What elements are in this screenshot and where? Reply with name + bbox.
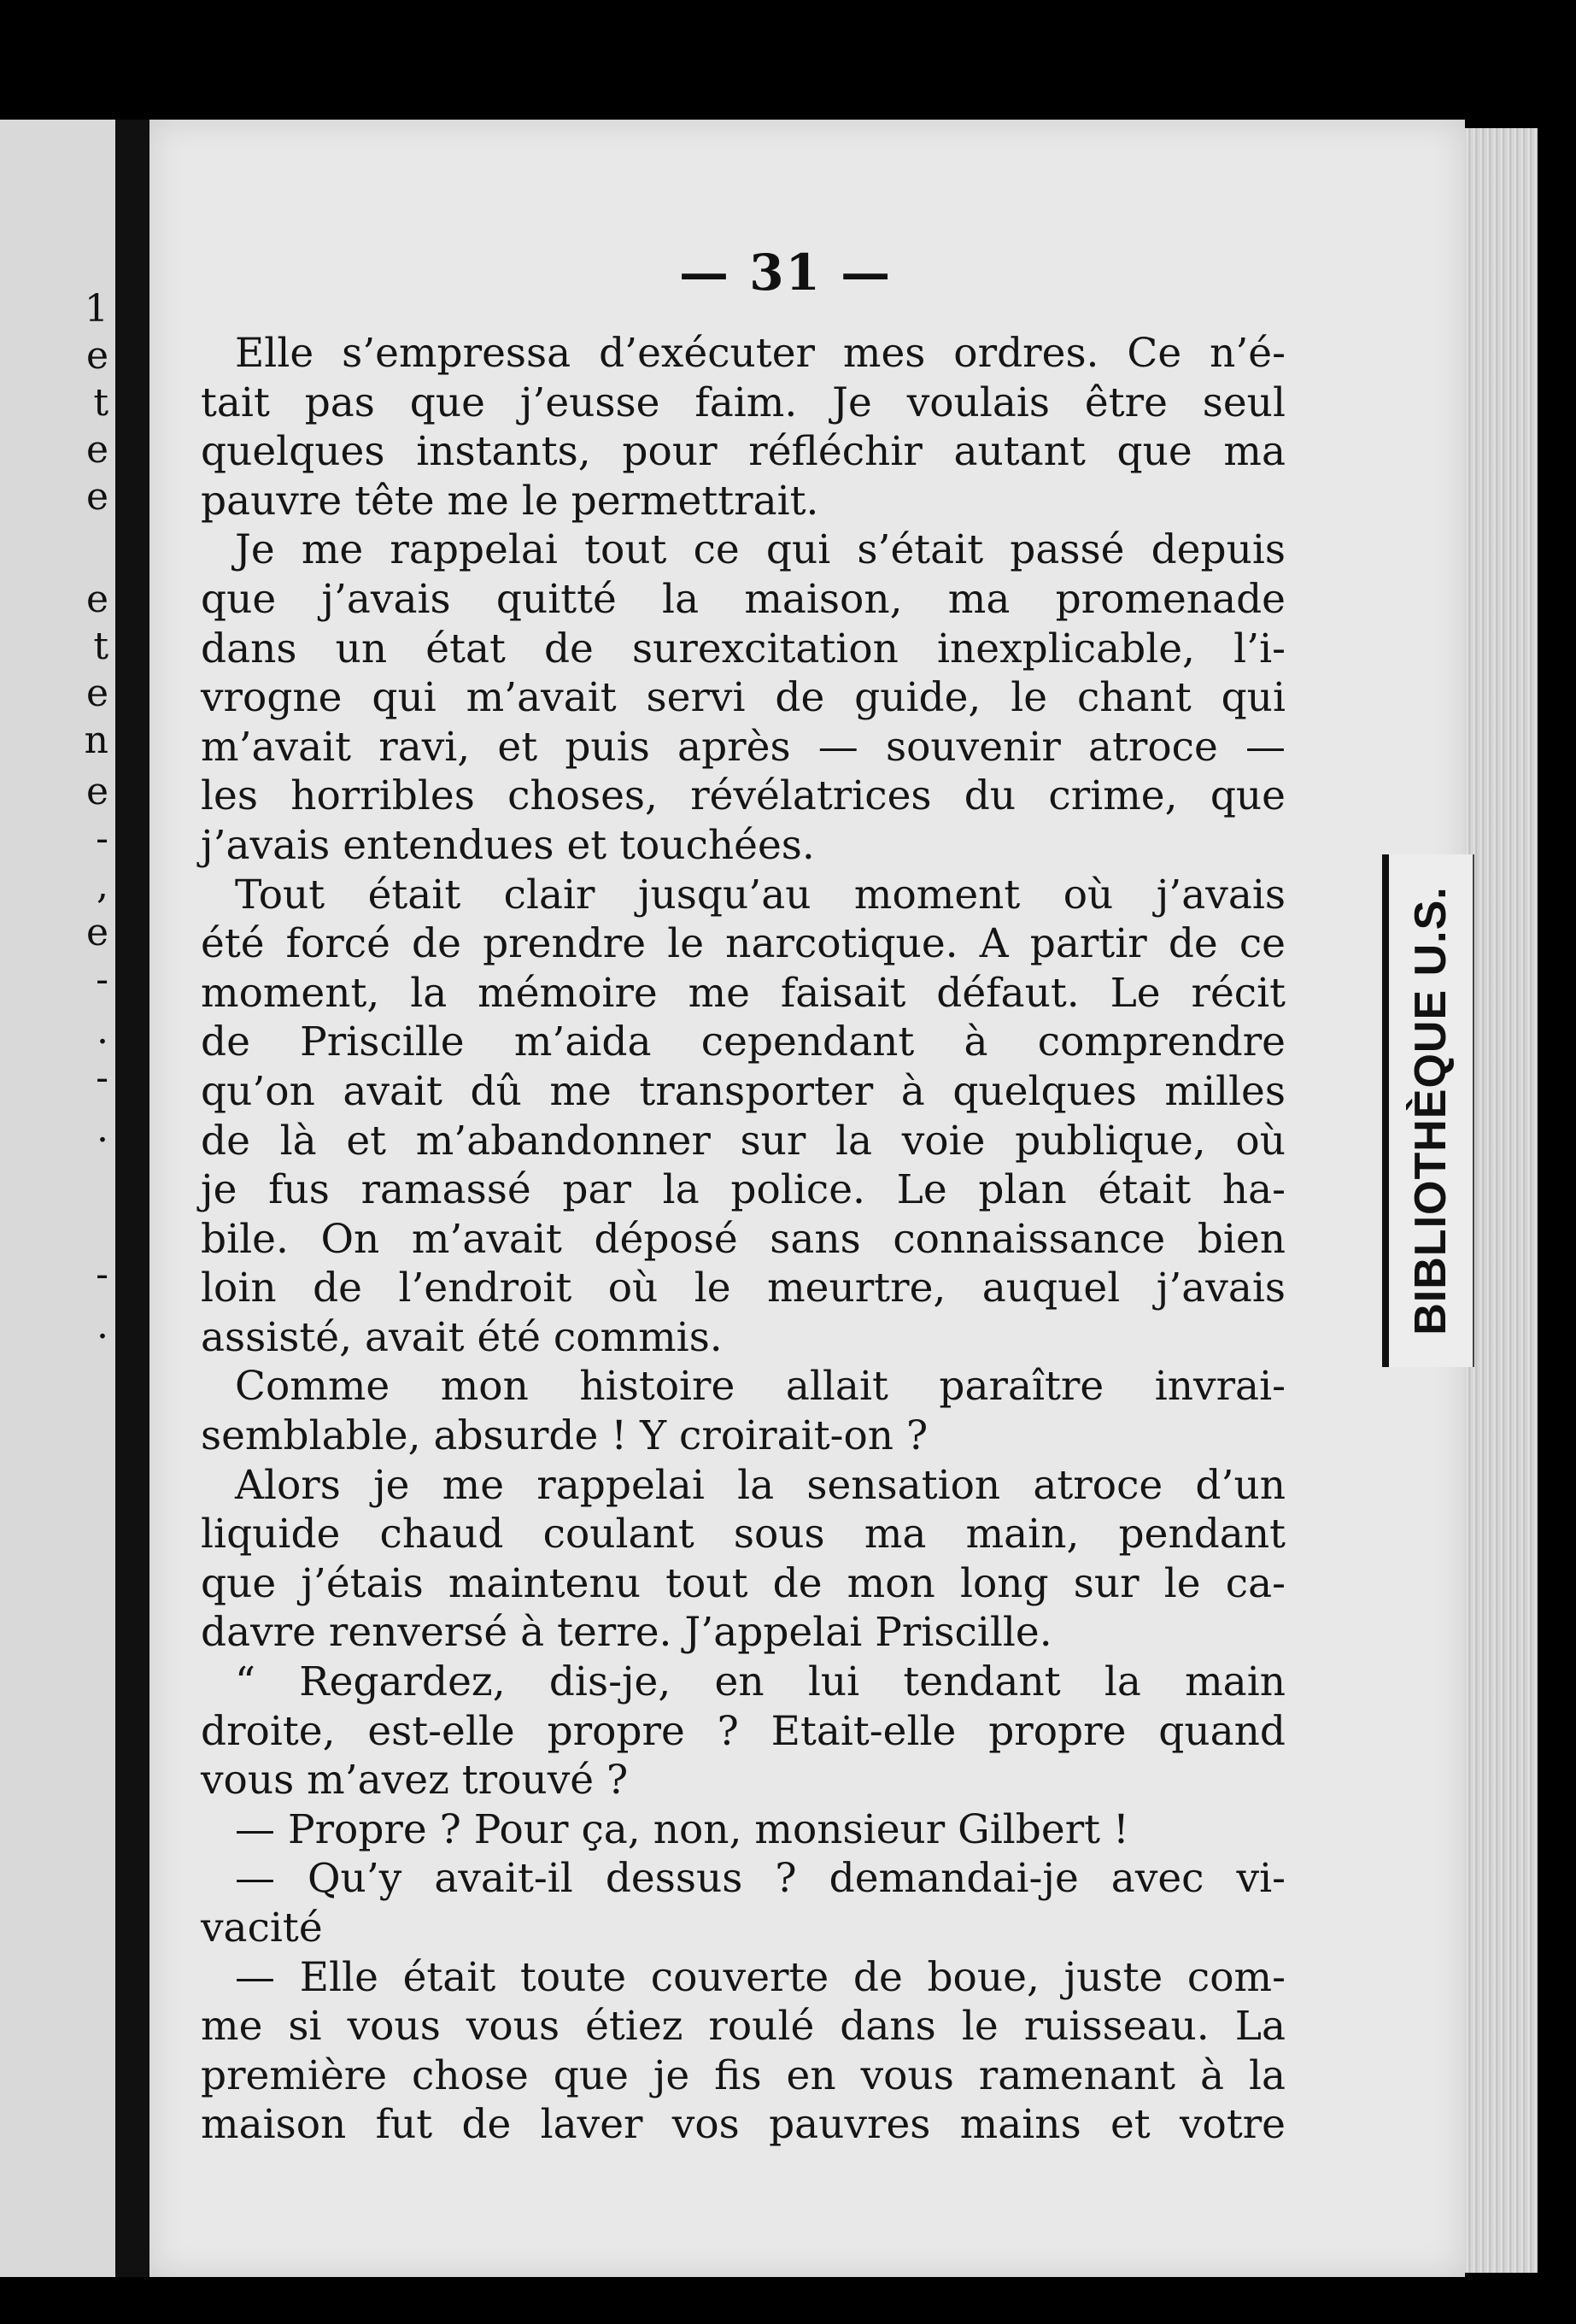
facing-page-character: t (93, 381, 108, 425)
page-number: — 31 — (679, 244, 893, 302)
text-line: assisté, avait été commis. (201, 1313, 723, 1361)
facing-page-edge (0, 120, 117, 2277)
text-line: première chose que je fis en vous ramenant à la (201, 2051, 1286, 2099)
text-line: que j’étais maintenu tout de mon long sur le ca- (201, 1559, 1286, 1607)
text-line: été forcé de prendre le narcotique. A partir de ce (201, 920, 1286, 968)
facing-page-character: - (96, 1056, 108, 1100)
text-line: pauvre tête me le permettrait. (201, 477, 819, 525)
facing-page-character: e (85, 672, 108, 715)
text-line: qu’on avait dû me transporter à quelques milles (201, 1067, 1286, 1115)
facing-page-character: e (85, 428, 108, 472)
text-line: — Propre ? Pour ça, non, monsieur Gilbert ! (235, 1805, 1129, 1853)
text-line: tait pas que j’eusse faim. Je voulais être seul (201, 379, 1286, 426)
facing-page-character: e (85, 911, 108, 954)
text-line: vacité (201, 1904, 323, 1951)
facing-page-character: - (96, 817, 108, 860)
text-line: — Qu’y avait-il dessus ? demandai-je avec vi- (235, 1855, 1286, 1903)
text-line: — Elle était toute couverte de boue, juste com- (235, 1953, 1286, 2001)
stamp-label: BIBLIOTHÈQUE U.S. (1406, 886, 1456, 1335)
text-line: je fus ramassé par la police. Le plan était ha- (201, 1166, 1286, 1214)
text-line: Elle s’empressa d’exécuter mes ordres. Ce n’é- (235, 330, 1286, 377)
library-stamp (1382, 854, 1474, 1367)
text-line: Tout était clair jusqu’au moment où j’avais (235, 871, 1286, 918)
book-gutter (115, 120, 149, 2277)
facing-page-character: t (93, 625, 108, 668)
text-line: droite, est-elle propre ? Etait-elle propre quand (201, 1707, 1286, 1755)
text-line: semblable, absurde ! Y croirait-on ? (201, 1412, 929, 1460)
text-line: bile. On m’avait déposé sans connaissance bien (201, 1215, 1286, 1263)
page-body-text (201, 329, 1286, 2150)
text-line: que j’avais quitté la maison, ma promenade (201, 575, 1286, 623)
text-line: Alors je me rappelai la sensation atroce d’un (235, 1461, 1286, 1509)
text-line: de Priscille m’aida cependant à comprendre (201, 1018, 1286, 1066)
facing-page-character: - (96, 1253, 108, 1296)
facing-page-character: e (85, 334, 108, 378)
text-line: m’avait ravi, et puis après — souvenir atroce — (201, 723, 1286, 771)
text-line: dans un état de surexcitation inexplicable, l’i- (201, 625, 1286, 672)
text-line: Comme mon histoire allait paraître invrai- (235, 1363, 1286, 1411)
facing-page-character: . (97, 1009, 108, 1053)
facing-page-character: , (97, 864, 108, 907)
facing-page-character: - (96, 958, 108, 1001)
text-line: j’avais entendues et touchées. (201, 821, 815, 869)
text-line: moment, la mémoire me faisait défaut. Le récit (201, 969, 1286, 1017)
text-line: loin de l’endroit où le meurtre, auquel j’avais (201, 1265, 1286, 1312)
text-line: vous m’avez trouvé ? (201, 1757, 629, 1805)
text-line: “ Regardez, dis-je, en lui tendant la main (235, 1658, 1286, 1706)
facing-page-character: 1 (85, 287, 108, 331)
text-line: me si vous vous étiez roulé dans le ruisseau. La (201, 2003, 1286, 2051)
text-line: Je me rappelai tout ce qui s’était passé depuis (235, 526, 1286, 574)
facing-page-character: e (85, 770, 108, 813)
text-line: liquide chaud coulant sous ma main, pendant (201, 1511, 1286, 1558)
facing-page-character: . (97, 1304, 108, 1347)
facing-page-character: e (85, 475, 108, 519)
text-line: maison fut de laver vos pauvres mains et votre (201, 2101, 1286, 2149)
page-edge (1465, 128, 1538, 2273)
text-line: quelques instants, pour réfléchir autant que ma (201, 428, 1286, 476)
text-line: vrogne qui m’avait servi de guide, le chant qui (201, 674, 1286, 722)
text-line: de là et m’abandonner sur la voie publique, où (201, 1117, 1286, 1165)
facing-page-character: e (85, 578, 108, 621)
text-line: les horribles choses, révélatrices du crime, que (201, 772, 1286, 820)
facing-page-character: . (97, 1107, 108, 1151)
facing-page-character: n (84, 719, 108, 762)
text-line: davre renversé à terre. J’appelai Priscille. (201, 1609, 1052, 1657)
